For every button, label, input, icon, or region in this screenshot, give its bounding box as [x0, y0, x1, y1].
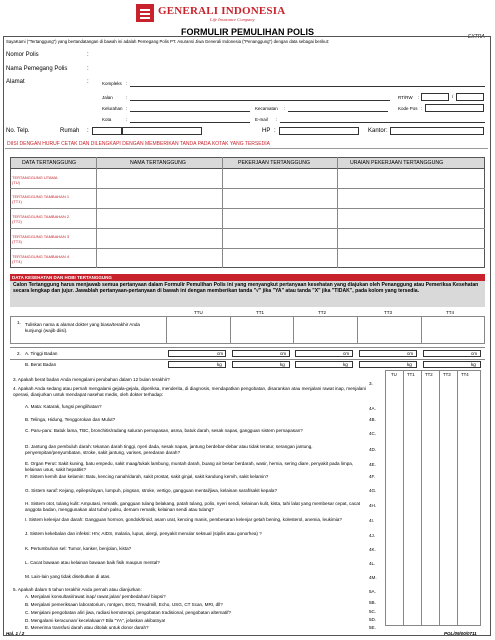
col-nama-tertanggung: NAMA TERTANGGUNG [130, 160, 186, 166]
q2-mid-line [10, 359, 485, 360]
col-pekerjaan-tertanggung: PEKERJAAN TERTANGGUNG [238, 160, 311, 166]
q5b-text: B. Menjalani pemeriksaan laboratorium, rontgen, EKG, Treadmill, Echo, USG, CT Scan, MRI, dll? [25, 602, 223, 607]
unit-cm: cm [407, 351, 414, 356]
kantor-label: Kantor [368, 128, 386, 134]
kompleks-field[interactable] [130, 86, 485, 87]
q4b-text: B. Telinga, Hidung, Tenggorokan dan Mulut? [25, 417, 116, 422]
row-label-tt1: TERTANGGUNG TAMBAHAN 1 (TT1) [12, 194, 70, 204]
colon: : [274, 128, 276, 134]
hp-label: HP [262, 128, 271, 134]
code-5c: 5C. [369, 609, 377, 614]
q3-text: 3. Apakah berat badan Anda mengalami perubahan dalam 12 bulan terakhir? [13, 377, 170, 382]
code-4i: 4I. [369, 518, 375, 523]
table-row-divider [10, 248, 485, 249]
nomor-polis-label: Nomor Polis [6, 52, 39, 58]
code-4h: 4H. [369, 503, 377, 508]
kota-field[interactable] [130, 122, 250, 123]
email-label: E-mail [255, 117, 268, 122]
col-head-tt1: TT1 [256, 310, 265, 315]
q4-text: 4. Apakah Anda sedang atau pernah mengalami gejala-gejala, diperiksa, menderita, di diagnosis, mendapatkan pengobatan, disarankan atau menjalani rawat inap, menjalani operasi, dianjurkan untuk mendapat nasehat medis, oleh dokter terhadap: [13, 386, 366, 397]
colon: : [87, 79, 89, 85]
form-code: POL/09/00/0711 [444, 631, 477, 636]
q2a-text: A. Tinggi Badan [25, 351, 58, 356]
code-4c: 4C. [369, 431, 377, 436]
col-head-tt3: TT3 [384, 310, 393, 315]
unit-cm: cm [280, 351, 287, 356]
q1-divider [166, 316, 167, 344]
q2-top-line [10, 347, 485, 348]
col-data-tertanggung: DATA TERTANGGUNG [22, 160, 76, 166]
health-warning: Calon Tertanggung harus menjawab semua pertanyaan dalam Formulir Pemulihan Polis ini yang menyangkut pertanyaan kesehatan yang diajukan oleh Penanggung atau Pemeriksa Kesehatan secara lengkap dan jujur. Jawablah pertanyaan-pertanyaan di bawah ini dengan memberikan tanda "√" jika "YA" atau tanda "X" jika "TIDAK", pada kolom yang tersedia. [10, 281, 485, 307]
code-4m: 4M. [369, 575, 377, 580]
brand-name: GENERALI INDONESIA [158, 5, 286, 17]
nama-pemegang-label: Nama Pemegang Polis [6, 66, 68, 72]
rumah-label: Rumah [60, 128, 80, 134]
code-4b: 4B. [369, 417, 376, 422]
jalan-label: Jalan [102, 95, 113, 100]
unit-cm: cm [217, 351, 224, 356]
instruction-text: DIISI DENGAN HURUF CETAK DAN DILENGKAPI DENGAN MEMBERIKAN TANDA PADA KOTAK YANG TERSEDIA [7, 141, 270, 147]
unit-kg: kg [217, 362, 222, 367]
code-4l: 4L. [369, 561, 376, 566]
colon: : [87, 52, 89, 58]
q2b-text: B. Berat Badan [25, 362, 57, 367]
col-head-tt4: TT4 [446, 310, 455, 315]
q4f-text: F. Sistem kemih dan kelamin: Batu, kencing nanah/darah, sakit prostat, sakit ginjal, sakit kandung kemih, sakit kelamin? [25, 474, 269, 479]
code-5a: 5A. [369, 589, 376, 594]
form-title: FORMULIR PEMULIHAN POLIS [181, 27, 314, 37]
unit-kg: kg [407, 362, 412, 367]
code-4f: 4F. [369, 474, 376, 479]
q4j-text: J. Sistem kekebalan dan infeksi: HIV, AIDS, malaria, lupus, alergi, penyakit menular seksual (sipilis atau gonorhea) ? [25, 531, 262, 536]
q1-divider [293, 316, 294, 344]
insured-table-body [10, 169, 485, 268]
kecamatan-field[interactable] [288, 111, 388, 112]
table-row-divider [10, 188, 485, 189]
kompleks-label: Kompleks [102, 81, 122, 86]
colon: : [386, 128, 388, 134]
col-head-ttu: TTU [194, 310, 203, 315]
slash: / [452, 94, 454, 99]
q1-number: 1. [17, 320, 21, 325]
q4a-text: A. Mata: Katarak, fungsi penglihatan? [25, 404, 102, 409]
colon: : [418, 95, 420, 100]
unit-cm: cm [343, 351, 350, 356]
brand-subtitle: Life Insurance Company [210, 17, 255, 22]
q4d-text: D. Jantung dan pembuluh darah: tekanan darah tinggi, nyeri dada, sesak napas, jantung berdebar-debar atau tidak teratur, serangan jantung, penyempitan/penyumbatan, stroke, sakit jantung, varises, peredaran darah? [25, 444, 313, 455]
answer-col-divider [439, 370, 440, 626]
q1-divider [357, 316, 358, 344]
colon: : [421, 106, 423, 111]
row-label-tt2: TERTANGGUNG TAMBAHAN 2 (TT2) [12, 214, 70, 224]
answer-col-divider [403, 370, 404, 626]
q4l-text: L. Cacat bawaan atau kelainan bawaan baik fisik maupun mental? [25, 560, 160, 565]
divider [5, 148, 488, 149]
table-col-divider [337, 157, 338, 268]
colon: : [126, 106, 128, 111]
col-uraian-pekerjaan: URAIAN PEKERJAAN TERTANGGUNG [350, 160, 444, 166]
ans-head-tu: TU [391, 372, 397, 377]
q5e-text: E. Menerima transfusi darah atau ditolak untuk donor darah? [25, 625, 149, 630]
answer-col-divider [421, 370, 422, 626]
q4h-text: H. Sistem otot, tulang kulit: Amputasi, rematik, gangguan tulang belakang, patah tulang, polio, nyeri sendi, kelainan kulit, kista, tahi lalat yang membesar cepat, cacat anggota badan, menggunakan alat tubuh palsu, demam rematik, kelainan sendi atau tulang? [25, 501, 361, 512]
colon: : [126, 81, 128, 86]
colon: : [284, 106, 286, 111]
unit-kg: kg [343, 362, 348, 367]
generali-logo [136, 4, 154, 22]
no-telp-label: No. Telp. [6, 128, 30, 134]
colon: : [87, 66, 89, 72]
hp-field[interactable] [279, 127, 359, 135]
kode-pos-field[interactable] [425, 104, 484, 112]
code-4k: 4K. [369, 547, 376, 552]
q5-text: 5. Apakah dalam 5 tahun terakhir Anda pernah atau dianjurkan: [13, 587, 142, 592]
ans-head-tt3: TT3 [443, 372, 451, 377]
q5c-text: C. Menjalani pengobatan aliri jiwa, radiasi kemoterapi, pengobatan tradisional, pengobatan alternatif? [25, 610, 232, 615]
kelurahan-label: Kelurahan [102, 106, 123, 111]
unit-cm: cm [471, 351, 478, 356]
ans-head-tt1: TT1 [407, 372, 415, 377]
table-row-divider [10, 228, 485, 229]
answer-col-divider [457, 370, 458, 626]
code-4d: 4D. [369, 447, 377, 452]
jalan-field[interactable] [130, 100, 390, 101]
kelurahan-field[interactable] [130, 111, 250, 112]
q5a-text: A. Menjalani konsultasi/rawat inap/ rawat jalan/ pembedahan/ biopsi? [25, 594, 166, 599]
row-label-tt4: TERTANGGUNG TAMBAHAN 4 (TT4) [12, 254, 70, 264]
q4i-text: I. Sistem kelenjar dan darah: Gangguan hormon, gondok/tiroid, asam urat, kencing manis, pembesaran kelenjar getah bening, kolesterol, anemia, leukimia? [25, 517, 342, 522]
unit-kg: kg [280, 362, 285, 367]
rumah-area-code-field[interactable] [92, 127, 122, 135]
ans-head-tt2: TT2 [425, 372, 433, 377]
q4k-text: K. Pertumbuhan sel: Tumor, kanker, benjolan, kista? [25, 546, 132, 551]
answer-grid [385, 370, 481, 626]
code-4j: 4J. [369, 533, 376, 538]
rumah-number-field[interactable] [122, 127, 202, 135]
code-5d: 5D. [369, 617, 377, 622]
q1-divider [421, 316, 422, 344]
colon: : [126, 95, 128, 100]
row-label-tu: TERTANGGUNG UTAMA (TU) [12, 175, 58, 185]
q1-divider [230, 316, 231, 344]
code-3: 3. [369, 381, 373, 386]
q4e-text: E. Organ Perut: Sakit kuning, batu empedu, sakit maag/tukak lambung, muntah darah, buang air besar berdarah, wasir, hernia, sering diare, penyakit pada limpa, kelainan usus, sakit hepatitis? [25, 461, 354, 472]
kantor-field[interactable] [390, 127, 484, 135]
code-4a: 4A. [369, 406, 376, 411]
rw-field[interactable] [456, 93, 484, 101]
table-col-divider [96, 157, 97, 268]
q4m-text: M. Lain-lain yang tidak disebutkan di atas. [25, 574, 111, 579]
extra-label: EXTRA [468, 34, 485, 40]
health-section-title: DATA KESEHATAN DAN HOBI TERTANGGUNG [12, 275, 112, 280]
q2-number: 2. [17, 351, 21, 356]
page-number: Hal. 1 / 2 [6, 631, 25, 636]
rt-field[interactable] [421, 93, 449, 101]
kota-label: Kota [102, 117, 112, 122]
row-label-tt3: TERTANGGUNG TAMBAHAN 3 (TT3) [12, 234, 70, 244]
q4c-text: C. Paru-paru: Batuk lama, TBC, bronchitis/radang saluran pernapasan, asma, batuk darah, sesak napas, gangguan sistem pernapasan? [25, 428, 303, 433]
col-head-tt2: TT2 [318, 310, 327, 315]
intro-text: SayaKami ("Tertanggung") yang bertandatangan di bawah ini adalah Pemegang Polis PT. Asuransi Jiwa Generali Indonesia ("Penanggung") dengan data sebagai berikut: [6, 39, 330, 44]
rt-rw-label: RT/RW [398, 95, 413, 100]
code-5b: 5B. [369, 600, 376, 605]
q1-text: Tuliskan nama & alamat dokter yang biasa/terakhir Anda kunjungi (wajib diisi). [25, 322, 140, 333]
colon: : [276, 117, 278, 122]
colon: : [87, 128, 89, 134]
alamat-label: Alamat [6, 79, 25, 85]
code-4g: 4G. [369, 488, 377, 493]
q5d-text: D. Mengalami keracunan/ kecelakaan? Bila "YA", jelaskan akibatnya! [25, 618, 166, 623]
kode-pos-label: Kode Pos [398, 106, 418, 111]
code-4e: 4E. [369, 462, 376, 467]
table-col-divider [222, 157, 223, 268]
q4g-text: G. Sistem saraf: Kejang, epilepsi/ayan, lumpuh, pingsan, stroke, vertigo, gangguan mental/jiwa, kelainan saraf/sakit kepala? [25, 488, 278, 493]
table-row-divider [10, 208, 485, 209]
code-5e: 5E. [369, 625, 376, 630]
ans-head-tt4: TT4 [461, 372, 469, 377]
email-field[interactable] [280, 122, 485, 123]
unit-kg: kg [471, 362, 476, 367]
kecamatan-label: Kecamatan [255, 106, 278, 111]
colon: : [126, 117, 128, 122]
